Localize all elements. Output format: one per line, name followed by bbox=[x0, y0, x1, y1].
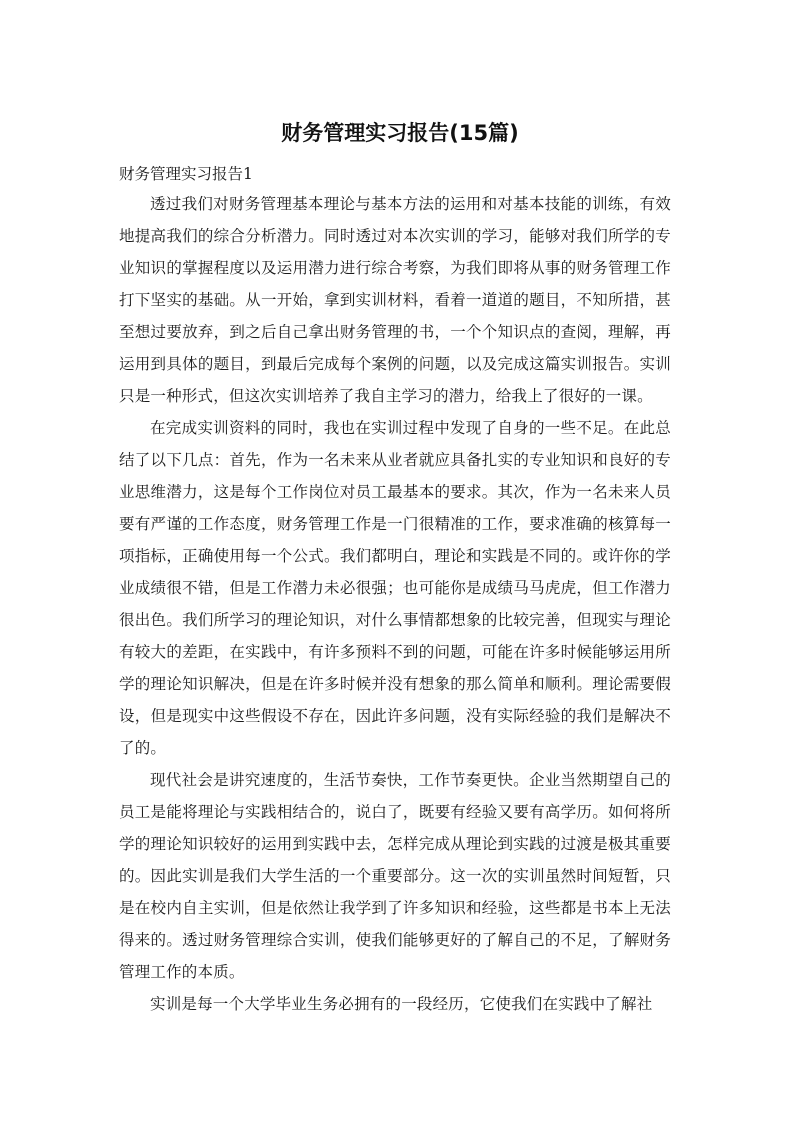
paragraph: 透过我们对财务管理基本理论与基本方法的运用和对基本技能的训练，有效地提高我们的综合分析潜力。同时透过对本次实训的学习，能够对我们所学的专业知识的掌握程度以及运用潜力进行综合考察，为我们即将从事的财务管理工作打下坚实的基础。从一开始，拿到实训材料，看着一道道的题目，不知所措，甚至想过要放弃，到之后自己拿出财务管理的书，一个个知识点的查阅，理解，再运用到具体的题目，到最后完成每个案例的问题，以及完成这篇实训报告。实训只是一种形式，但这次实训培养了我自主学习的潜力，给我上了很好的一课。 bbox=[119, 195, 671, 405]
section-heading: 财务管理实习报告1 bbox=[119, 165, 253, 183]
paragraph: 在完成实训资料的同时，我也在实训过程中发现了自身的一些不足。在此总结了以下几点：首先，作为一名未来从业者就应具备扎实的专业知识和良好的专业思维潜力，这是每个工作岗位对员工最基本的要求。其次，作为一名未来人员要有严谨的工作态度，财务管理工作是一门很精准的工作，要求准确的核算每一项指标，正确使用每一个公式。我们都明白，理论和实践是不同的。或许你的学业成绩很不错，但是工作潜力未必很强；也可能你是成绩马马虎虎，但工作潜力很出色。我们所学习的理论知识，对什么事情都想象的比较完善，但现实与理论有较大的差距，在实践中，有许多预料不到的问题，可能在许多时候能够运用所学的理论知识解决，但是在许多时候并没有想象的那么简单和顺利。理论需要假设，但是现实中这些假设不存在，因此许多问题，没有实际经验的我们是解决不了的。 bbox=[119, 419, 671, 757]
paragraph: 现代社会是讲究速度的，生活节奏快，工作节奏更快。企业当然期望自己的员工是能将理论与实践相结合的，说白了，既要有经验又要有高学历。如何将所学的理论知识较好的运用到实践中去，怎样完成从理论到实践的过渡是极其重要的。因此实训是我们大学生活的一个重要部分。这一次的实训虽然时间短暂，只是在校内自主实训，但是依然让我学到了许多知识和经验，这些都是书本上无法得来的。透过财务管理综合实训，使我们能够更好的了解自己的不足，了解财务管理工作的本质。 bbox=[119, 771, 671, 981]
paragraph: 实训是每一个大学毕业生务必拥有的一段经历，它使我们在实践中了解社 bbox=[150, 995, 653, 1013]
document-title: 财务管理实习报告(15篇) bbox=[281, 121, 519, 145]
document-body bbox=[119, 188, 671, 1020]
